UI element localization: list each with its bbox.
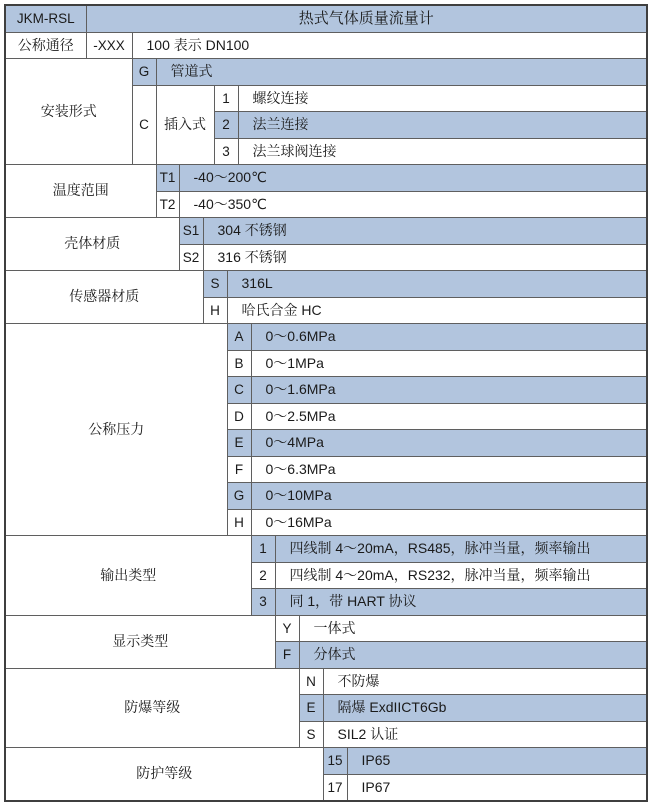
option-code: S bbox=[203, 271, 227, 298]
option-code: B bbox=[227, 350, 251, 377]
option-desc: -40～350℃ bbox=[179, 191, 647, 218]
model-selection-table bbox=[4, 4, 648, 802]
option-code: D bbox=[227, 403, 251, 430]
model-code: JKM-RSL bbox=[5, 5, 86, 32]
option-desc: 四线制 4～20mA，RS232，脉冲当量，频率输出 bbox=[275, 562, 647, 589]
product-title: 热式气体质量流量计 bbox=[86, 5, 647, 32]
option-code: T1 bbox=[156, 165, 179, 192]
option-desc: 管道式 bbox=[156, 59, 647, 86]
section-label-temperature: 温度范围 bbox=[5, 165, 156, 218]
option-code: N bbox=[299, 668, 323, 695]
section-label-pressure: 公称压力 bbox=[5, 324, 227, 536]
option-code: S1 bbox=[179, 218, 203, 245]
option-desc: SIL2 认证 bbox=[323, 721, 647, 748]
option-desc: 100 表示 DN100 bbox=[132, 32, 647, 59]
option-code: C bbox=[227, 377, 251, 404]
option-desc: 隔爆 ExdIICT6Gb bbox=[323, 695, 647, 722]
option-code: G bbox=[227, 483, 251, 510]
option-desc: 不防爆 bbox=[323, 668, 647, 695]
option-desc: 螺纹连接 bbox=[238, 85, 647, 112]
option-code: T2 bbox=[156, 191, 179, 218]
option-code: A bbox=[227, 324, 251, 351]
option-code: E bbox=[299, 695, 323, 722]
option-code: F bbox=[227, 456, 251, 483]
section-label-installation: 安装形式 bbox=[5, 59, 132, 165]
section-label-protection: 防护等级 bbox=[5, 748, 323, 802]
option-desc: 0～2.5MPa bbox=[251, 403, 647, 430]
option-desc: 0～10MPa bbox=[251, 483, 647, 510]
section-label-nominal-diameter: 公称通径 bbox=[5, 32, 86, 59]
option-code: 1 bbox=[214, 85, 238, 112]
option-code: E bbox=[227, 430, 251, 457]
option-desc: IP65 bbox=[347, 748, 647, 775]
option-desc: 316L bbox=[227, 271, 647, 298]
option-code: 17 bbox=[323, 774, 347, 801]
option-desc: 同 1，带 HART 协议 bbox=[275, 589, 647, 616]
option-desc: 法兰连接 bbox=[238, 112, 647, 139]
option-desc: 316 不锈钢 bbox=[203, 244, 647, 271]
option-desc: 哈氏合金 HC bbox=[227, 297, 647, 324]
section-label-display: 显示类型 bbox=[5, 615, 275, 668]
option-code: -XXX bbox=[86, 32, 132, 59]
section-label-explosion: 防爆等级 bbox=[5, 668, 299, 748]
option-desc: 一体式 bbox=[299, 615, 647, 642]
option-code: G bbox=[132, 59, 156, 86]
option-code: 15 bbox=[323, 748, 347, 775]
option-code: 1 bbox=[251, 536, 275, 563]
section-label-housing: 壳体材质 bbox=[5, 218, 179, 271]
option-desc: 0～16MPa bbox=[251, 509, 647, 536]
sub-label-insertion: 插入式 bbox=[156, 85, 214, 165]
option-desc: 0～1MPa bbox=[251, 350, 647, 377]
option-desc: 法兰球阀连接 bbox=[238, 138, 647, 165]
section-label-sensor: 传感器材质 bbox=[5, 271, 203, 324]
option-desc: 0～6.3MPa bbox=[251, 456, 647, 483]
section-label-output: 输出类型 bbox=[5, 536, 251, 616]
option-desc: 0～0.6MPa bbox=[251, 324, 647, 351]
option-code: C bbox=[132, 85, 156, 165]
option-desc: 0～4MPa bbox=[251, 430, 647, 457]
option-code: 2 bbox=[251, 562, 275, 589]
option-desc: 0～1.6MPa bbox=[251, 377, 647, 404]
option-code: 3 bbox=[251, 589, 275, 616]
option-code: S bbox=[299, 721, 323, 748]
option-code: 3 bbox=[214, 138, 238, 165]
option-code: Y bbox=[275, 615, 299, 642]
option-code: S2 bbox=[179, 244, 203, 271]
option-code: 2 bbox=[214, 112, 238, 139]
option-code: F bbox=[275, 642, 299, 669]
option-desc: IP67 bbox=[347, 774, 647, 801]
option-code: H bbox=[227, 509, 251, 536]
option-desc: -40～200℃ bbox=[179, 165, 647, 192]
option-desc: 四线制 4～20mA，RS485，脉冲当量，频率输出 bbox=[275, 536, 647, 563]
option-desc: 304 不锈钢 bbox=[203, 218, 647, 245]
option-desc: 分体式 bbox=[299, 642, 647, 669]
option-code: H bbox=[203, 297, 227, 324]
